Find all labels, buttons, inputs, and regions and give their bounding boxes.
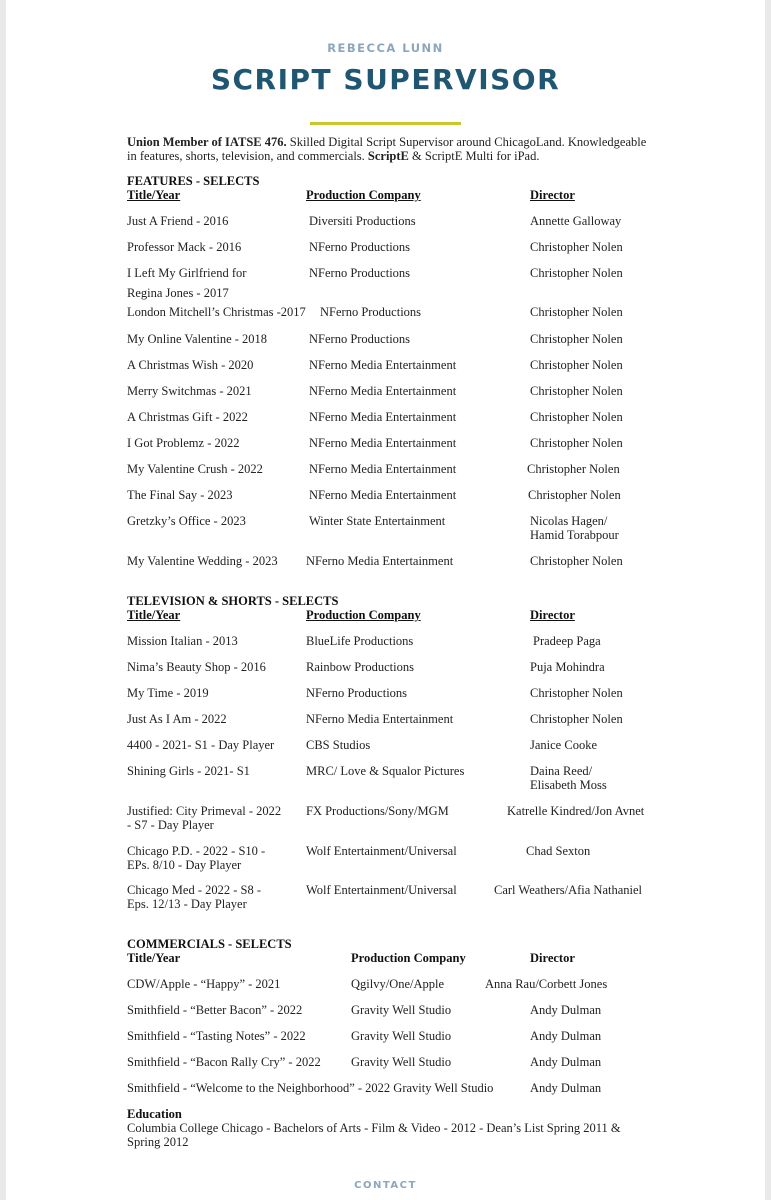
row-company: NFerno Media Entertainment bbox=[309, 462, 457, 476]
row-title: My Time - 2019 bbox=[127, 686, 209, 700]
row-director: Katrelle Kindred/Jon Avnet bbox=[507, 804, 645, 818]
row-director: Christopher Nolen bbox=[530, 240, 623, 254]
row-title: Chicago P.D. - 2022 - S10 - bbox=[127, 844, 266, 858]
row-title: London Mitchell’s Christmas -2017 bbox=[127, 305, 306, 319]
row-title: 4400 - 2021- S1 - Day Player bbox=[127, 738, 275, 752]
row-title: Mission Italian - 2013 bbox=[127, 634, 238, 648]
row-company: Rainbow Productions bbox=[306, 660, 414, 674]
row-title-line2: EPs. 8/10 - Day Player bbox=[127, 858, 242, 872]
row-title: Professor Mack - 2016 bbox=[127, 240, 242, 254]
row-director: Andy Dulman bbox=[530, 1081, 602, 1095]
row-director: Christopher Nolen bbox=[530, 712, 623, 726]
row-director: Carl Weathers/Afia Nathaniel bbox=[494, 883, 643, 897]
row-company: FX Productions/Sony/MGM bbox=[306, 804, 449, 818]
row-company: Wolf Entertainment/Universal bbox=[306, 844, 457, 858]
intro-paragraph bbox=[127, 135, 647, 163]
row-director: Christopher Nolen bbox=[527, 462, 620, 476]
row-director: Chad Sexton bbox=[526, 844, 591, 858]
row-company: Wolf Entertainment/Universal bbox=[306, 883, 457, 897]
accent-divider bbox=[310, 122, 461, 125]
row-company: Gravity Well Studio bbox=[351, 1055, 452, 1069]
row-title: I Left My Girlfriend for bbox=[127, 266, 247, 280]
row-title: A Christmas Gift - 2022 bbox=[127, 410, 248, 424]
row-title: My Online Valentine - 2018 bbox=[127, 332, 268, 346]
row-title: My Valentine Crush - 2022 bbox=[127, 462, 263, 476]
row-director: Christopher Nolen bbox=[530, 332, 623, 346]
row-title: Smithfield - “Better Bacon” - 2022 bbox=[127, 1003, 303, 1017]
row-company: MRC/ Love & Squalor Pictures bbox=[306, 764, 465, 778]
row-director: Christopher Nolen bbox=[530, 266, 623, 280]
row-title: Justified: City Primeval - 2022 bbox=[127, 804, 282, 818]
row-company: NFerno Media Entertainment bbox=[309, 384, 457, 398]
row-company: CBS Studios bbox=[306, 738, 371, 752]
row-director: Christopher Nolen bbox=[530, 384, 623, 398]
intro-bold-union: Union Member of IATSE 476. bbox=[127, 135, 287, 149]
row-director: Christopher Nolen bbox=[530, 410, 623, 424]
row-company: NFerno Productions bbox=[306, 686, 408, 700]
row-company: Winter State Entertainment bbox=[309, 514, 446, 528]
row-company: NFerno Media Entertainment bbox=[309, 436, 457, 450]
row-director: Christopher Nolen bbox=[530, 305, 623, 319]
row-title: My Valentine Wedding - 2023 bbox=[127, 554, 278, 568]
row-title-line2: Regina Jones - 2017 bbox=[127, 286, 229, 300]
row-company: Qgilvy/One/Apple bbox=[351, 977, 445, 991]
row-director-line2: Hamid Torabpour bbox=[530, 528, 619, 542]
education-heading: Education bbox=[127, 1107, 182, 1121]
features-heading: FEATURES - SELECTS bbox=[127, 174, 260, 188]
row-director: Janice Cooke bbox=[530, 738, 597, 752]
row-title: Chicago Med - 2022 - S8 - bbox=[127, 883, 262, 897]
features-col-title: Title/Year bbox=[127, 188, 181, 202]
row-company: NFerno Productions bbox=[309, 266, 411, 280]
row-director: Christopher Nolen bbox=[530, 436, 623, 450]
intro-text: Skilled Digital Script Supervisor around ChicagoLand. Knowledgeable in features, shorts, television, and commercials. bbox=[127, 135, 647, 163]
row-company: Gravity Well Studio bbox=[351, 1003, 452, 1017]
row-director: Anna Rau/Corbett Jones bbox=[485, 977, 608, 991]
television-col-director: Director bbox=[530, 608, 575, 622]
row-title: A Christmas Wish - 2020 bbox=[127, 358, 254, 372]
row-title-line2: Eps. 12/13 - Day Player bbox=[127, 897, 247, 911]
row-director: Daina Reed/ bbox=[530, 764, 593, 778]
row-company: NFerno Productions bbox=[309, 240, 411, 254]
row-title: CDW/Apple - “Happy” - 2021 bbox=[127, 977, 281, 991]
row-title: Smithfield - “Bacon Rally Cry” - 2022 bbox=[127, 1055, 321, 1069]
row-title: Just A Friend - 2016 bbox=[127, 214, 229, 228]
row-title: Smithfield - “Welcome to the Neighborhood” - 2022 Gravity Well Studio bbox=[127, 1081, 494, 1095]
intro-text-end: & ScriptE Multi for iPad. bbox=[408, 149, 540, 163]
row-title: Merry Switchmas - 2021 bbox=[127, 384, 252, 398]
row-director: Andy Dulman bbox=[530, 1029, 602, 1043]
row-title: Just As I Am - 2022 bbox=[127, 712, 227, 726]
television-heading: TELEVISION & SHORTS - SELECTS bbox=[127, 594, 339, 608]
education-text: Columbia College Chicago - Bachelors of Arts - Film & Video - 2012 - Dean’s List Spring 2011 & Spring 2012 bbox=[127, 1121, 621, 1149]
row-director: Christopher Nolen bbox=[528, 488, 621, 502]
commercials-col-director: Director bbox=[530, 951, 575, 965]
row-director-line2: Elisabeth Moss bbox=[530, 778, 607, 792]
row-title: The Final Say - 2023 bbox=[127, 488, 233, 502]
person-name: REBECCA LUNN bbox=[327, 41, 444, 55]
row-company: NFerno Productions bbox=[320, 305, 422, 319]
resume-page bbox=[6, 0, 765, 1200]
row-director: Annette Galloway bbox=[530, 214, 622, 228]
row-title: Shining Girls - 2021- S1 bbox=[127, 764, 250, 778]
row-company: NFerno Media Entertainment bbox=[309, 488, 457, 502]
row-director: Andy Dulman bbox=[530, 1055, 602, 1069]
television-col-company: Production Company bbox=[306, 608, 421, 622]
row-director: Nicolas Hagen/ bbox=[530, 514, 608, 528]
row-title: Smithfield - “Tasting Notes” - 2022 bbox=[127, 1029, 306, 1043]
row-title: Nima’s Beauty Shop - 2016 bbox=[127, 660, 266, 674]
row-director: Puja Mohindra bbox=[530, 660, 605, 674]
row-company: NFerno Media Entertainment bbox=[309, 410, 457, 424]
row-director: Christopher Nolen bbox=[530, 358, 623, 372]
contact-link[interactable]: CONTACT bbox=[354, 1180, 417, 1191]
intro-bold-scripte: ScriptE bbox=[367, 149, 409, 163]
row-company: NFerno Media Entertainment bbox=[306, 554, 454, 568]
row-director: Christopher Nolen bbox=[530, 554, 623, 568]
row-director: Christopher Nolen bbox=[530, 686, 623, 700]
job-title: SCRIPT SUPERVISOR bbox=[210, 63, 561, 96]
row-company: NFerno Productions bbox=[309, 332, 411, 346]
row-director: Andy Dulman bbox=[530, 1003, 602, 1017]
features-col-company: Production Company bbox=[306, 188, 421, 202]
row-company: Diversiti Productions bbox=[309, 214, 416, 228]
row-director: Pradeep Paga bbox=[533, 634, 601, 648]
commercials-col-title: Title/Year bbox=[127, 951, 181, 965]
row-title: Gretzky’s Office - 2023 bbox=[127, 514, 246, 528]
commercials-heading: COMMERCIALS - SELECTS bbox=[127, 937, 292, 951]
commercials-col-company: Production Company bbox=[351, 951, 466, 965]
row-company: BlueLife Productions bbox=[306, 634, 414, 648]
row-company: Gravity Well Studio bbox=[351, 1029, 452, 1043]
features-col-director: Director bbox=[530, 188, 575, 202]
television-col-title: Title/Year bbox=[127, 608, 181, 622]
row-title: I Got Problemz - 2022 bbox=[127, 436, 240, 450]
row-company: NFerno Media Entertainment bbox=[309, 358, 457, 372]
row-title-line2: - S7 - Day Player bbox=[127, 818, 214, 832]
row-company: NFerno Media Entertainment bbox=[306, 712, 454, 726]
